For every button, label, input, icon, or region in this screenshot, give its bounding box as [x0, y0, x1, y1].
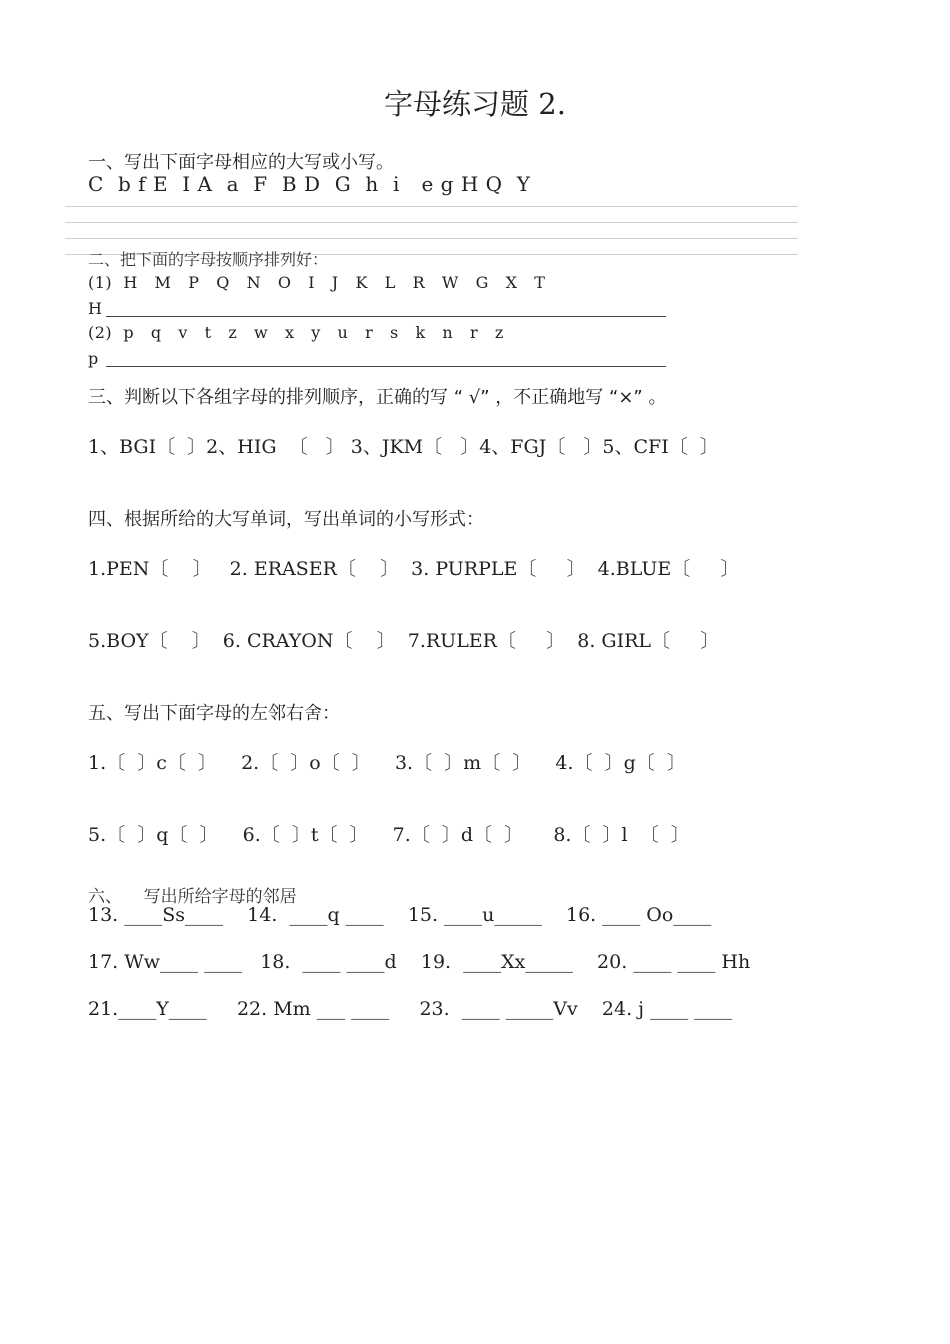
section6-heading: 六、 写出所给字母的邻居: [88, 887, 297, 907]
section2-row2-letters: (2) p q v t z w x y u r s k n r z: [88, 323, 504, 342]
writing-line: [65, 206, 798, 207]
section6-row2: 17. Ww____ ____ 18. ____ ____d 19. ____Xx_____ 20. ____ ____ Hh: [88, 951, 751, 973]
section6-row3: 21.____Y____ 22. Mm ___ ____ 23. ____ _____Vv 24. j ____ ____: [88, 998, 733, 1020]
section5-heading: 五、写出下面字母的左邻右舍：: [88, 703, 340, 724]
section1-heading: 一、写出下面字母相应的大写或小写。: [88, 152, 394, 173]
writing-line: [65, 222, 798, 223]
section2-row1-letters: (1) H M P Q N O I J K L R W G X T: [88, 273, 546, 292]
answer-line: [106, 316, 666, 317]
section2-row2-start: p: [88, 349, 99, 368]
page-title: 字母练习题 2.: [384, 87, 566, 121]
section1-letters: C b f E I A a F B D G h i e g H Q Y: [88, 172, 530, 196]
section2-heading: 二、把下面的字母按顺序排列好：: [88, 250, 329, 269]
section5-row1: 1.〔 〕c〔 〕 2.〔 〕o〔 〕 3.〔 〕m〔 〕 4.〔 〕g〔 〕: [88, 752, 686, 774]
section3-heading: 三、判断以下各组字母的排列顺序，正确的写 “ √” ，不正确地写 “×” 。: [88, 387, 667, 408]
section4-row2: 5.BOY〔 〕 6. CRAYON〔 〕 7.RULER〔 〕 8. GIRL〔 〕: [88, 630, 720, 652]
section4-heading: 四、根据所给的大写单词，写出单词的小写形式：: [88, 509, 484, 530]
section4-row1: 1.PEN〔 〕 2. ERASER〔 〕 3. PURPLE〔 〕 4.BLUE〔 〕: [88, 558, 740, 580]
writing-line: [65, 238, 798, 239]
section6-row1: 13. ____Ss____ 14. ____q ____ 15. ____u_____ 16. ____ Oo____: [88, 904, 712, 926]
answer-line: [106, 366, 666, 367]
section5-row2: 5.〔 〕q〔 〕 6.〔 〕t〔 〕 7.〔 〕d〔 〕 8.〔 〕l 〔 〕: [88, 824, 690, 846]
section2-row1-start: H: [88, 299, 103, 318]
section3-items: 1、BGI〔 〕2、HIG 〔 〕 3、JKM〔 〕4、FGJ〔 〕5、CFI〔 〕: [88, 436, 719, 458]
